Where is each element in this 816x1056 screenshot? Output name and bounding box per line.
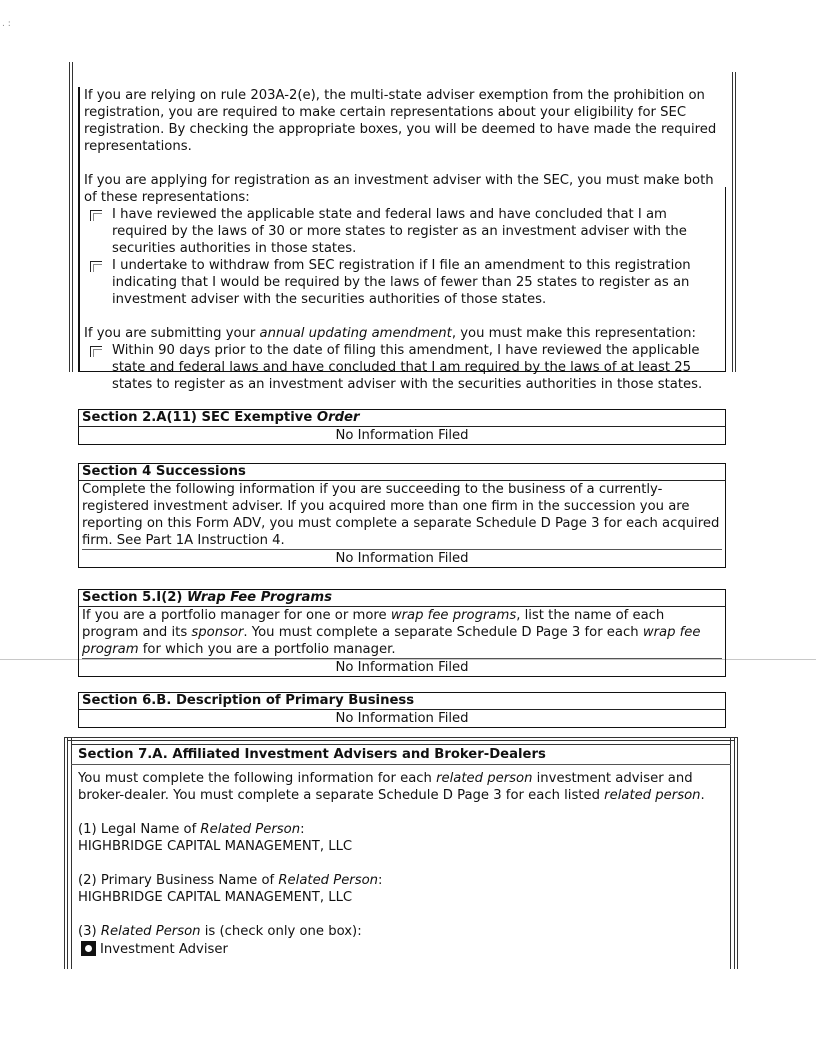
business-name-value: HIGHBRIDGE CAPITAL MANAGEMENT, LLC bbox=[78, 890, 353, 905]
section-5i2-title: Section 5.I(2) Wrap Fee Programs bbox=[78, 589, 726, 607]
representation-annual bbox=[88, 342, 722, 393]
rep-30-states-text: I have reviewed the applicable state and federal laws and have concluded that I am required by the laws of 30 or more states to register as an investment adviser with the securities authorities in those states. bbox=[112, 207, 687, 256]
annual-amendment-intro: If you are submitting your annual updating amendment, you must make this representation: bbox=[84, 326, 696, 341]
rep-withdraw-checkbox[interactable] bbox=[90, 261, 102, 272]
section-7a bbox=[64, 737, 738, 969]
scan-margin-mark: . : bbox=[2, 19, 11, 29]
legal-name-value: HIGHBRIDGE CAPITAL MANAGEMENT, LLC bbox=[78, 839, 353, 854]
rep-annual-checkbox[interactable] bbox=[90, 346, 102, 357]
section-7a-description: You must complete the following information for each related person investment adviser and broker-dealer. You must complete a separate Schedule D Page 3 for each listed related person. bbox=[78, 771, 705, 803]
section-2a11-status: No Information Filed bbox=[335, 428, 469, 443]
section-2a11 bbox=[78, 409, 726, 445]
representation-30-states bbox=[88, 206, 722, 257]
related-person-type-label: (3) Related Person is (check only one box): bbox=[78, 924, 362, 939]
section-5i2-status: No Information Filed bbox=[82, 658, 722, 676]
rep-withdraw-text: I undertake to withdraw from SEC registration if I file an amendment to this registration indicating that I would be required by the laws of fewer than 25 states to register as an investment adviser with the securities authorities of those states. bbox=[112, 258, 691, 307]
rep-30-states-checkbox[interactable] bbox=[90, 210, 102, 221]
multistate-representation-block bbox=[69, 62, 736, 392]
applying-intro-text: If you are applying for registration as an investment adviser with the SEC, you must make both of these representations: bbox=[84, 173, 714, 205]
section-4-title: Section 4 Successions bbox=[78, 463, 726, 481]
section-2a11-title: Section 2.A(11) SEC Exemptive Order bbox=[78, 409, 726, 427]
section-4-status: No Information Filed bbox=[82, 549, 722, 567]
investment-adviser-option[interactable] bbox=[78, 941, 728, 958]
section-6b-title: Section 6.B. Description of Primary Business bbox=[78, 692, 726, 710]
section-4 bbox=[78, 463, 726, 568]
section-5i2 bbox=[78, 589, 726, 677]
rep-annual-text: Within 90 days prior to the date of filing this amendment, I have reviewed the applicable state and federal laws and have concluded that I am required by the laws of at least 25 states to register as an investment adviser with the securities authorities in those states. bbox=[112, 343, 703, 392]
legal-name-label: (1) Legal Name of Related Person: bbox=[78, 822, 305, 837]
section-7a-title: Section 7.A. Affiliated Investment Advisers and Broker-Dealers bbox=[78, 747, 546, 762]
investment-adviser-label: Investment Adviser bbox=[100, 942, 228, 957]
section-4-description: Complete the following information if you are succeeding to the business of a currently-registered investment adviser. If you acquired more than one firm in the succession you are reporting on this Form ADV, you must complete a separate Schedule D Page 3 for each acquired firm. See Part 1A Instruction 4. bbox=[82, 482, 720, 548]
section-5i2-description: If you are a portfolio manager for one or more wrap fee programs, list the name of each program and its sponsor. You must complete a separate Schedule D Page 3 for each wrap fee program for which you are a portfolio manager. bbox=[82, 608, 701, 657]
rule-intro-text: If you are relying on rule 203A-2(e), the multi-state adviser exemption from the prohibition on registration, you are required to make certain representations about your eligibility for SEC registration. By checking the appropriate boxes, you will be deemed to have made the required representations. bbox=[84, 88, 717, 154]
section-6b-status: No Information Filed bbox=[335, 711, 469, 726]
section-6b bbox=[78, 692, 726, 728]
radio-selected-icon[interactable] bbox=[81, 941, 96, 956]
representation-withdraw bbox=[88, 257, 722, 308]
business-name-label: (2) Primary Business Name of Related Person: bbox=[78, 873, 383, 888]
